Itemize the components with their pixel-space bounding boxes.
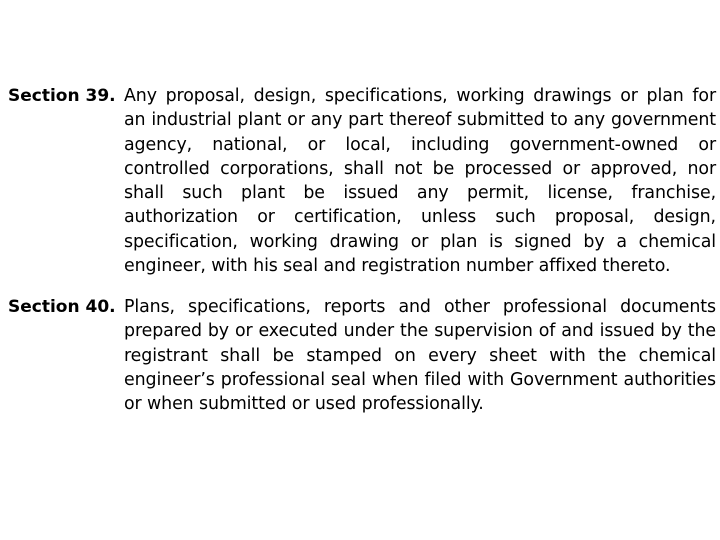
section-body: Any proposal, design, specifications, working drawings or plan for an industrial plant or any part thereof submitted to any government agency, national, or local, including government-owned or controlled corporations, shall not be processed or approved, nor shall such plant be issued any permit, license, franchise, authorization or certification, unless such proposal, design, specification, working drawing or plan is signed by a chemical engineer, with his seal and registration number affixed thereto. <box>124 86 716 277</box>
section-39 <box>8 84 716 278</box>
section-heading: Section 39. <box>8 86 116 106</box>
section-40 <box>8 295 716 416</box>
section-body: Plans, specifications, reports and other professional documents prepared by or executed under the supervision of and issued by the registrant shall be stamped on every sheet with the chemical engineer’s professional seal when filed with Government authorities or when submitted or used professionally. <box>124 297 716 415</box>
section-heading: Section 40. <box>8 297 116 317</box>
